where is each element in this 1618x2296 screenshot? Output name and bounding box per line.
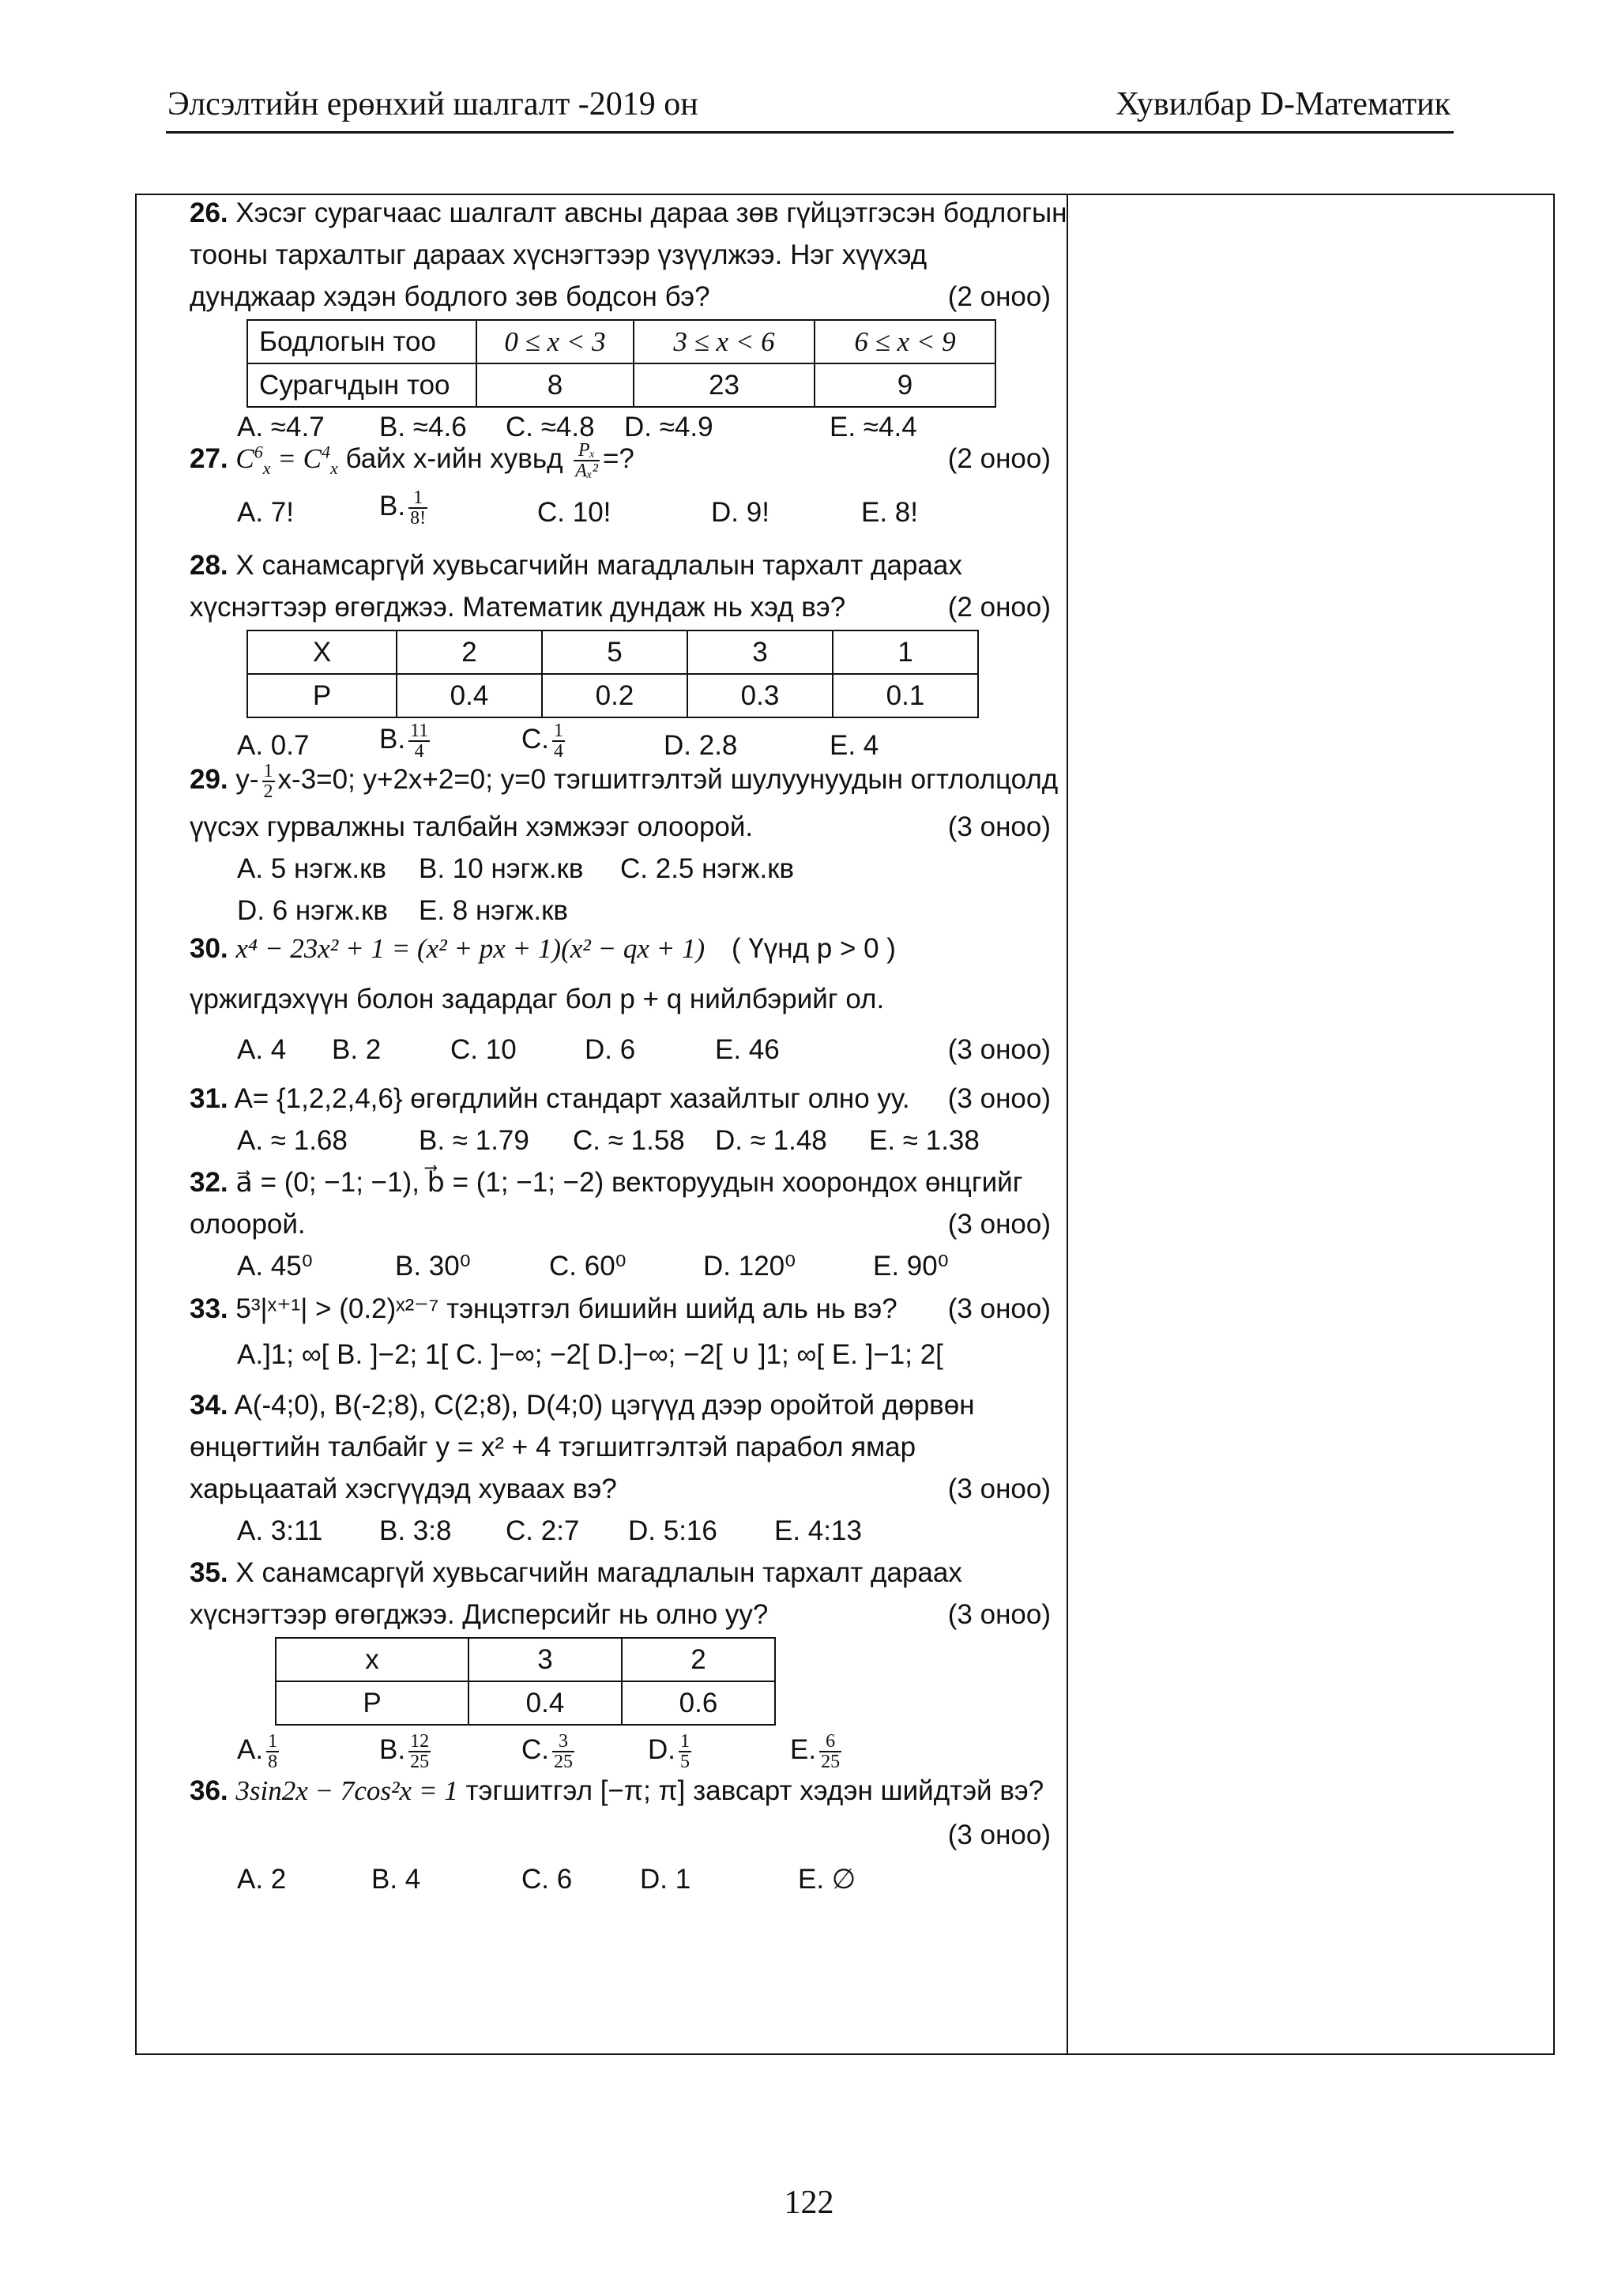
option-e: E. ∅ (798, 1864, 856, 1895)
question-27 (190, 438, 1051, 533)
option-e: E. 90⁰ (873, 1251, 949, 1282)
question-28 (190, 544, 1051, 764)
question-35 (190, 1552, 1051, 1779)
question-34 (190, 1384, 1051, 1552)
question-29 (190, 758, 1059, 932)
condition-text: ( Үүнд p > 0 ) (731, 933, 896, 964)
option-b: B. 4 (371, 1864, 421, 1895)
option-d: D. 120⁰ (703, 1251, 796, 1282)
inequality-text: 5³|ˣ⁺¹| > (0.2)ˣ²⁻⁷ тэнцэтгэл бишийн шийд аль нь вэ? (235, 1293, 897, 1324)
option-c: C. ≈4.8 (506, 412, 595, 442)
question-text: байх x-ийн хувьд (345, 443, 563, 474)
question-number: 28. (190, 550, 228, 581)
table-cell: P (247, 674, 397, 717)
points-label: (3 оноо) (947, 811, 1051, 842)
data-table (246, 630, 979, 718)
question-text: x-3=0; y+2x+2=0; y=0 тэгшитгэлтэй шулуунуудын огтлолцолд (277, 764, 1059, 795)
option-a: A. 45⁰ (237, 1251, 313, 1282)
exam-title: Элсэлтийн ерөнхий шалгалт -2019 он (167, 86, 698, 122)
points-label: (2 оноо) (947, 281, 1051, 312)
table-cell: 8 (476, 363, 634, 407)
option-e: E. 46 (715, 1034, 780, 1065)
option-c: C. 6 (521, 1864, 573, 1895)
option-b: B. 2 (332, 1034, 382, 1065)
points-label: (2 оноо) (947, 443, 1051, 474)
page-number: 122 (784, 2185, 834, 2221)
option-e: E. 8! (861, 497, 918, 528)
option-a: A. ≈4.7 (237, 412, 325, 442)
option-a: A. 5 нэгж.кв (237, 853, 386, 884)
question-text: a⃗ = (0; −1; −1), b⃗ = (1; −1; −2) векторуудын хоорондох өнцгийг (235, 1167, 1023, 1198)
table-cell: 0.6 (622, 1681, 775, 1725)
points-label: (3 оноо) (947, 1209, 1051, 1240)
question-text: тооны тархалтыг дараах хүснэгтээр үзүүлжээ. Нэг хүүхэд (190, 239, 928, 270)
question-text: A= {1,2,2,4,6} өгөгдлийн стандарт хазайлтыг олно уу. (234, 1083, 910, 1114)
question-number: 35. (190, 1557, 228, 1588)
question-number: 34. (190, 1390, 228, 1421)
question-text: y- (235, 764, 259, 795)
option-c: C. 60⁰ (549, 1251, 627, 1282)
question-text: хүснэгтээр өгөгджээ. Математик дундаж нь хэд вэ? (190, 592, 846, 623)
question-30 (190, 928, 1051, 1079)
option-c: C. $\frac{3}{25}$ (521, 1730, 573, 1772)
table-cell: 9 (815, 363, 995, 407)
table-cell: 0.3 (687, 674, 833, 717)
option-c: C. $\frac{1}{4}$ (521, 720, 563, 762)
table-cell: 3 (687, 630, 833, 674)
table-cell: 0.4 (397, 674, 542, 717)
option-a: A. ≈ 1.68 (237, 1125, 348, 1156)
trig-formula: 3sin2x − 7cos²x = 1 (235, 1775, 458, 1806)
table-cell: P (276, 1681, 468, 1725)
question-36 (190, 1770, 1051, 1903)
question-33 (190, 1288, 1051, 1379)
question-number: 26. (190, 198, 228, 228)
option-e: E. $\frac{6}{25}$ (790, 1730, 841, 1772)
option-a: A. 2 (237, 1864, 287, 1895)
question-text: X санамсаргүй хувьсагчийн магадлалын тархалт дараах (235, 1557, 962, 1588)
question-number: 33. (190, 1293, 228, 1324)
table-cell: 0 ≤ x < 3 (476, 320, 634, 363)
table-cell: 6 ≤ x < 9 (815, 320, 995, 363)
option-d: D. 6 (585, 1034, 636, 1065)
option-a: A. 3:11 (237, 1515, 323, 1546)
question-number: 27. (190, 443, 228, 474)
header-rule (166, 131, 1454, 134)
option-e: E. 8 нэгж.кв (419, 895, 568, 926)
points-label: (3 оноо) (947, 1293, 1051, 1324)
question-text: үүсэх гурвалжны талбайн хэмжээг олоорой. (190, 811, 754, 842)
fraction: $\frac{1}{2}$ (263, 760, 273, 802)
option-b: B. ≈4.6 (379, 412, 467, 442)
option-a: A. 7! (237, 497, 294, 528)
option-d: D. $\frac{1}{5}$ (648, 1730, 690, 1772)
table-cell: 2 (622, 1638, 775, 1681)
option-d: D. 5:16 (628, 1515, 717, 1546)
table-cell: Бодлогын тоо (247, 320, 476, 363)
table-cell: 3 (468, 1638, 622, 1681)
option-b: B. $\frac{12}{25}$ (379, 1730, 430, 1772)
option-c: C. ≈ 1.58 (573, 1125, 685, 1156)
options-line: A.]1; ∞[ B. ]−2; 1[ C. ]−∞; −2[ D.]−∞; −2[ ∪ ]1; ∞[ E. ]−1; 2[ (237, 1339, 943, 1370)
option-e: E. 4 (830, 730, 879, 761)
option-b: B. $\frac{1}{8!}$ (379, 487, 427, 529)
table-cell: 1 (833, 630, 978, 674)
points-label: (3 оноо) (947, 1474, 1051, 1504)
option-a: A. $\frac{1}{8}$ (237, 1730, 278, 1772)
table-cell: 0.4 (468, 1681, 622, 1725)
table-cell: 0.1 (833, 674, 978, 717)
option-e: E. ≈ 1.38 (869, 1125, 980, 1156)
question-number: 30. (190, 933, 228, 964)
table-cell: X (247, 630, 397, 674)
variant-title: Хувилбар D-Математик (1116, 86, 1451, 122)
question-text: өнцөгтийн талбайг y = x² + 4 тэгшитгэлтэй парабол ямар (190, 1432, 916, 1462)
data-table (275, 1637, 776, 1726)
option-b: B. 30⁰ (395, 1251, 471, 1282)
points-label: (3 оноо) (947, 1820, 1051, 1850)
option-e: E. ≈4.4 (830, 412, 917, 442)
option-c: C. 10 (450, 1034, 517, 1065)
question-text: Хэсэг сурагчаас шалгалт авсны дараа зөв гүйцэтгэсэн бодлогын (235, 198, 1067, 228)
question-text: тэгшитгэл [−π; π] завсарт хэдэн шийдтэй вэ? (465, 1775, 1044, 1806)
option-d: D. ≈4.9 (624, 412, 713, 442)
question-text: харьцаатай хэсгүүдэд хуваах вэ? (190, 1474, 617, 1504)
option-d: D. 9! (711, 497, 769, 528)
option-d: D. 1 (640, 1864, 691, 1895)
table-cell: x (276, 1638, 468, 1681)
question-31 (190, 1078, 1051, 1161)
points-label: (3 оноо) (947, 1599, 1051, 1630)
question-text: хүснэгтээр өгөгджээ. Дисперсийг нь олно уу? (190, 1599, 769, 1630)
points-label: (3 оноо) (947, 1083, 1051, 1114)
table-cell: 2 (397, 630, 542, 674)
option-c: C. 2:7 (506, 1515, 580, 1546)
question-text: дунджаар хэдэн бодлого зөв бодсон бэ? (190, 281, 710, 312)
combination-formula: $C^6_x = C^4_x$ (235, 442, 338, 478)
question-32 (190, 1161, 1051, 1287)
question-number: 32. (190, 1167, 228, 1198)
table-cell: Сурагчдын тоо (247, 363, 476, 407)
option-b: B. 10 нэгж.кв (419, 853, 584, 884)
points-label: (2 оноо) (947, 592, 1051, 623)
option-b: B. $\frac{11}{4}$ (379, 720, 429, 762)
table-cell: 23 (634, 363, 815, 407)
table-cell: 3 ≤ x < 6 (634, 320, 815, 363)
option-b: B. 3:8 (379, 1515, 452, 1546)
polynomial-formula: x⁴ − 23x² + 1 = (x² + px + 1)(x² − qx + 1) (235, 933, 706, 964)
option-e: E. 4:13 (774, 1515, 862, 1546)
question-text: =? (602, 443, 634, 474)
question-number: 36. (190, 1775, 228, 1806)
question-text: олоорой. (190, 1209, 306, 1240)
option-d: D. ≈ 1.48 (715, 1125, 827, 1156)
table-cell: 5 (542, 630, 687, 674)
question-text: үржигдэхүүн болон задардаг бол p + q нийлбэрийг ол. (190, 984, 885, 1014)
question-number: 31. (190, 1083, 228, 1114)
points-label: (3 оноо) (947, 1034, 1051, 1065)
option-a: A. 0.7 (237, 730, 310, 761)
option-d: D. 2.8 (664, 730, 738, 761)
table-cell: 0.2 (542, 674, 687, 717)
option-a: A. 4 (237, 1034, 287, 1065)
option-d: D. 6 нэгж.кв (237, 895, 388, 926)
data-table (246, 319, 996, 408)
question-text: X санамсаргүй хувьсагчийн магадлалын тархалт дараах (235, 550, 962, 581)
option-c: C. 2.5 нэгж.кв (620, 853, 795, 884)
question-number: 29. (190, 764, 228, 795)
fraction: $\frac{\text{Pₓ}}{\text{Aₓ²}}$ (575, 439, 598, 481)
option-b: B. ≈ 1.79 (419, 1125, 529, 1156)
question-26 (190, 192, 1067, 448)
option-c: C. 10! (537, 497, 611, 528)
column-divider (1067, 194, 1068, 2055)
question-text: A(-4;0), B(-2;8), C(2;8), D(4;0) цэгүүд дээр оройтой дөрвөн (234, 1390, 975, 1421)
